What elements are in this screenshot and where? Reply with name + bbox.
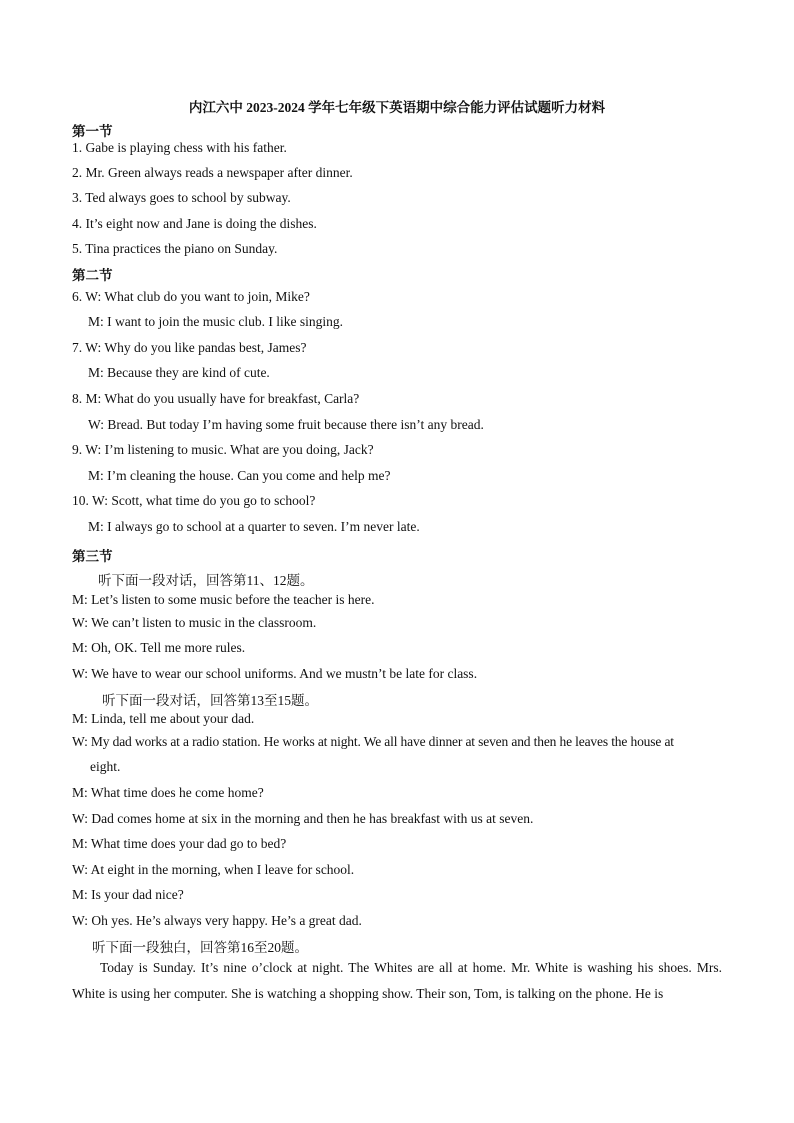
- instruction-16-20: 听下面一段独白，回答第16至20题。: [92, 940, 308, 955]
- dialog1-line-4: W: We have to wear our school uniforms. And we mustn’t be late for class.: [72, 666, 478, 681]
- s2-line-7: 7. W: Why do you like pandas best, James?: [72, 340, 307, 355]
- section-2-heading: 第二节: [72, 268, 113, 283]
- s1-line-5: 5. Tina practices the piano on Sunday.: [72, 241, 278, 256]
- dialog2-line-4: W: Dad comes home at six in the morning and then he has breakfast with us at seven.: [72, 811, 534, 826]
- s2-line-7-reply: M: Because they are kind of cute.: [88, 365, 270, 380]
- dialog1-line-2: W: We can’t listen to music in the classroom.: [72, 615, 317, 630]
- s2-line-8: 8. M: What do you usually have for breakfast, Carla?: [72, 391, 360, 406]
- s1-line-1: 1. Gabe is playing chess with his father.: [72, 140, 287, 155]
- s1-line-2: 2. Mr. Green always reads a newspaper after dinner.: [72, 165, 353, 180]
- document-title: 内江六中 2023-2024 学年七年级下英语期中综合能力评估试题听力材料: [188, 100, 606, 115]
- dialog1-line-1: M: Let’s listen to some music before the teacher is here.: [72, 592, 375, 607]
- s2-line-10-reply: M: I always go to school at a quarter to seven. I’m never late.: [88, 519, 420, 534]
- dialog2-line-5: M: What time does your dad go to bed?: [72, 836, 287, 851]
- s2-line-6-reply: M: I want to join the music club. I like singing.: [88, 314, 343, 329]
- dialog2-line-1: M: Linda, tell me about your dad.: [72, 711, 255, 726]
- instruction-11-12: 听下面一段对话，回答第11、12题。: [98, 573, 314, 588]
- s2-line-8-reply: W: Bread. But today I’m having some fruit because there isn’t any bread.: [88, 417, 484, 432]
- instruction-13-15: 听下面一段对话，回答第13至15题。: [102, 693, 318, 708]
- section-1-heading: 第一节: [72, 124, 113, 139]
- s1-line-3: 3. Ted always goes to school by subway.: [72, 190, 291, 205]
- s1-line-4: 4. It’s eight now and Jane is doing the dishes.: [72, 216, 317, 231]
- s2-line-9-reply: M: I’m cleaning the house. Can you come and help me?: [88, 468, 391, 483]
- dialog2-line-2: W: My dad works at a radio station. He works at night. We all have dinner at seven and then he leaves the house at: [72, 734, 674, 749]
- dialog2-line-6: W: At eight in the morning, when I leave for school.: [72, 862, 355, 877]
- section-3-heading: 第三节: [72, 549, 113, 564]
- s2-line-9: 9. W: I’m listening to music. What are you doing, Jack?: [72, 442, 374, 457]
- monologue-paragraph: Today is Sunday. It’s nine o’clock at night. The Whites are all at home. Mr. White is washing his shoes. Mrs. White is using her computer. She is watching a shopping show. Their son, Tom, is talking on the phone. He is: [72, 960, 722, 1001]
- dialog2-line-7: M: Is your dad nice?: [72, 887, 184, 902]
- dialog1-line-3: M: Oh, OK. Tell me more rules.: [72, 640, 246, 655]
- dialog2-line-8: W: Oh yes. He’s always very happy. He’s a great dad.: [72, 913, 362, 928]
- s2-line-6: 6. W: What club do you want to join, Mike?: [72, 289, 310, 304]
- dialog2-line-3: M: What time does he come home?: [72, 785, 264, 800]
- dialog2-line-2-cont: eight.: [90, 759, 121, 774]
- s2-line-10: 10. W: Scott, what time do you go to school?: [72, 493, 316, 508]
